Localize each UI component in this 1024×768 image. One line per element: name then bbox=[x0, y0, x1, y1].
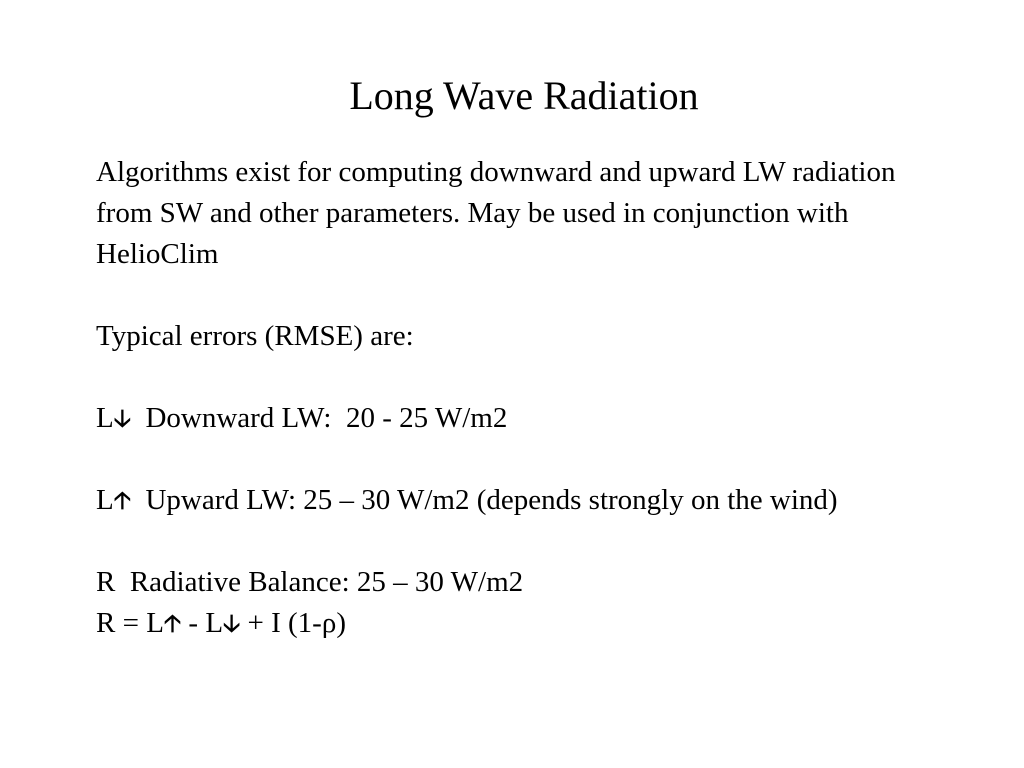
downward-symbol: L bbox=[96, 402, 114, 434]
arrow-up-icon: 🡡 bbox=[163, 609, 182, 637]
slide-body bbox=[96, 152, 926, 644]
balance-line: R Radiative Balance: 25 – 30 W/m2 bbox=[96, 566, 524, 598]
spacer bbox=[96, 275, 926, 316]
downward-line bbox=[96, 398, 926, 439]
arrow-down-icon: 🡣 bbox=[223, 609, 241, 637]
arrow-down-icon: 🡣 bbox=[113, 404, 131, 432]
upward-symbol: L bbox=[96, 484, 114, 516]
formula-part-2: - L bbox=[181, 607, 224, 639]
intro-paragraph: Algorithms exist for computing downward and upward LW radiation from SW and other parameters. May be used in conjunction with HelioClim bbox=[96, 156, 903, 270]
arrow-up-icon: 🡡 bbox=[113, 486, 131, 514]
slide-title: Long Wave Radiation bbox=[349, 73, 699, 118]
upward-text: Upward LW: 25 – 30 W/m2 (depends strongly on the wind) bbox=[130, 484, 838, 516]
spacer bbox=[96, 521, 926, 562]
formula-line bbox=[96, 603, 926, 644]
spacer bbox=[96, 357, 926, 398]
spacer bbox=[96, 439, 926, 480]
errors-heading: Typical errors (RMSE) are: bbox=[96, 320, 414, 352]
downward-text: Downward LW: 20 - 25 W/m2 bbox=[130, 402, 508, 434]
upward-line bbox=[96, 480, 926, 521]
formula-part-1: R = L bbox=[96, 607, 164, 639]
formula-part-3: + I (1-ρ) bbox=[240, 607, 346, 639]
